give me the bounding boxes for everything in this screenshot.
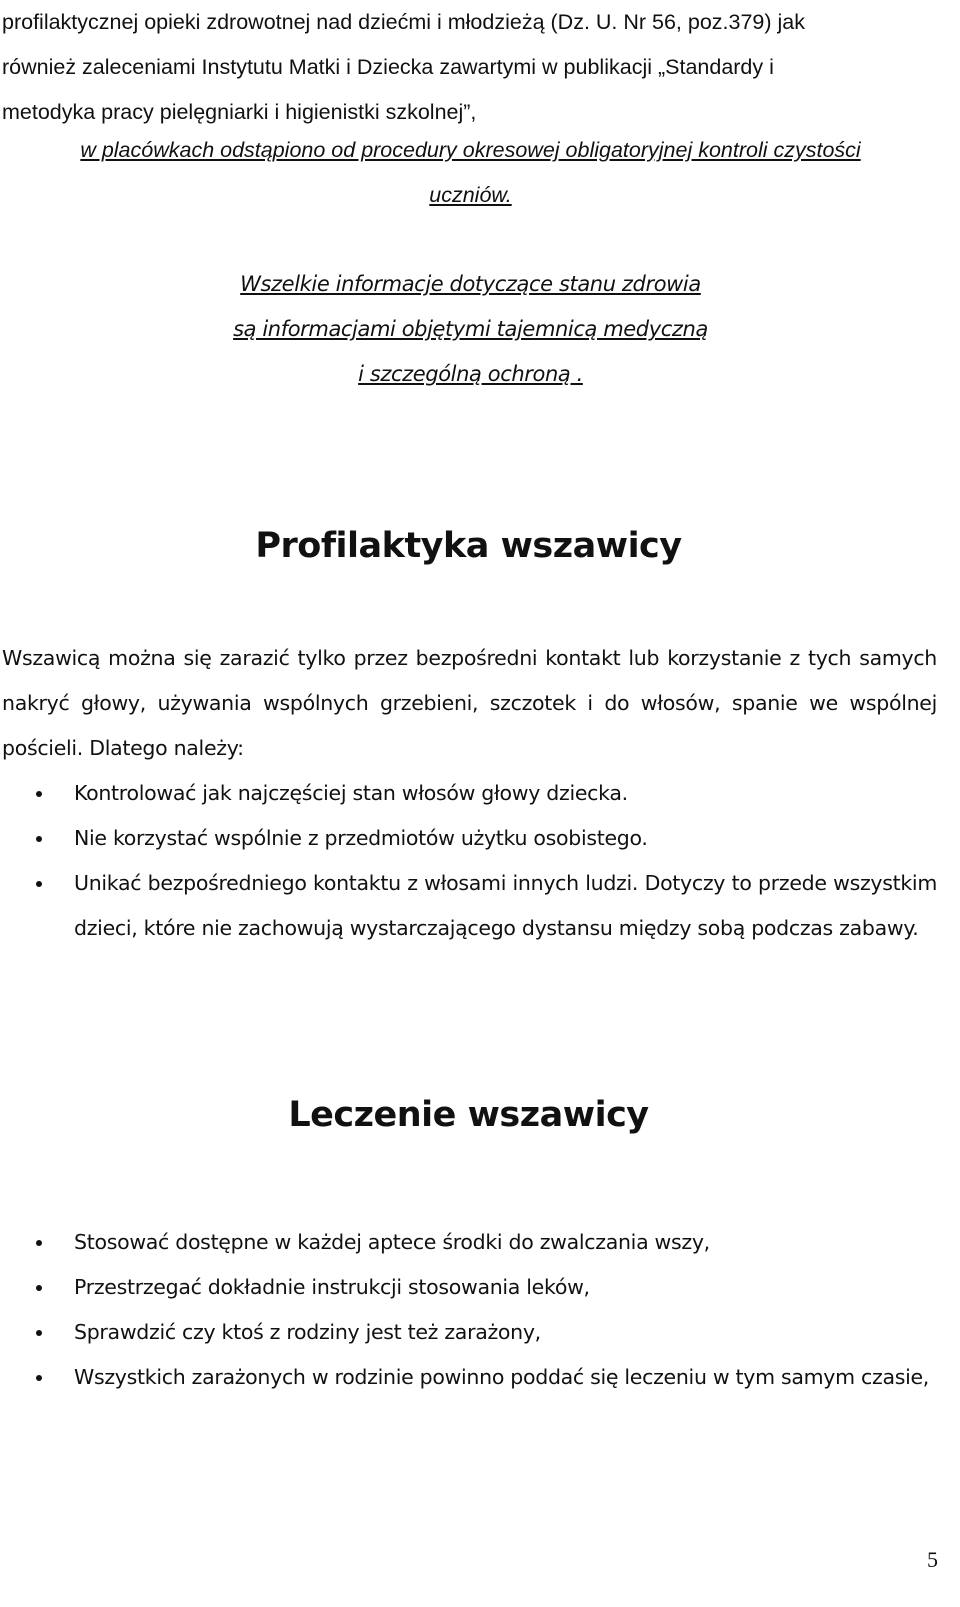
intro-line-3: metodyka pracy pielęgniarki i higienistki szkolnej”,	[2, 100, 477, 124]
emphasis-line-1: w placówkach odstąpiono od procedury okresowej obligatoryjnej kontroli czystości	[80, 138, 861, 162]
list-item	[0, 1310, 937, 1355]
intro-line-1: profilaktycznej opieki zdrowotnej nad dziećmi i młodzieżą (Dz. U. Nr 56, poz.379) jak	[2, 10, 806, 34]
list-item-text: Wszystkich zarażonych w rodzinie powinno poddać się leczeniu w tym samym czasie,	[74, 1365, 930, 1389]
list-item-text: Unikać bezpośredniego kontaktu z włosami innych ludzi. Dotyczy to przede wszystkim dzieci, które nie zachowują wystarczającego dystansu między sobą podczas zabawy.	[74, 871, 937, 940]
prophylaxis-paragraph: Wszawicą można się zarazić tylko przez bezpośredni kontakt lub korzystanie z tych samych nakryć głowy, używania wspólnych grzebieni, szczotek i do włosów, spanie we wspólnej pościeli. Dlatego należy:	[2, 646, 937, 760]
treatment-list	[0, 1220, 937, 1400]
section-title-prophylaxis: Profilaktyka wszawicy	[255, 526, 682, 566]
page-number: 5	[927, 1547, 938, 1572]
list-item	[0, 816, 937, 861]
intro-paragraph	[2, 0, 939, 135]
list-item-text: Sprawdzić czy ktoś z rodziny jest też zarażony,	[74, 1320, 541, 1344]
list-item-text: Stosować dostępne w każdej aptece środki do zwalczania wszy,	[74, 1230, 710, 1254]
emphasis-line-2: uczniów.	[429, 183, 512, 207]
list-item-text: Kontrolować jak najczęściej stan włosów głowy dziecka.	[74, 781, 628, 805]
list-item	[0, 1265, 937, 1310]
bullet-icon	[36, 791, 42, 797]
bullet-icon	[36, 1285, 42, 1291]
bullet-icon	[36, 1330, 42, 1336]
section-title-treatment: Leczenie wszawicy	[288, 1095, 649, 1135]
confidentiality-notice-line-2: są informacjami objętymi tajemnicą medyczną	[233, 317, 708, 341]
list-item	[0, 861, 937, 951]
list-item	[0, 771, 937, 816]
bullet-icon	[36, 881, 42, 887]
list-item-text: Nie korzystać wspólnie z przedmiotów użytku osobistego.	[74, 826, 648, 850]
list-item-text: Przestrzegać dokładnie instrukcji stosowania leków,	[74, 1275, 590, 1299]
bullet-icon	[36, 1375, 42, 1381]
confidentiality-notice-line-1: Wszelkie informacje dotyczące stanu zdrowia	[240, 272, 701, 296]
prophylaxis-list	[0, 771, 937, 951]
bullet-icon	[36, 836, 42, 842]
intro-line-2: również zaleceniami Instytutu Matki i Dziecka zawartymi w publikacji „Standardy i	[2, 55, 774, 79]
bullet-icon	[36, 1240, 42, 1246]
list-item	[0, 1355, 937, 1400]
list-item	[0, 1220, 937, 1265]
confidentiality-notice-line-3: i szczególną ochroną .	[358, 362, 583, 386]
